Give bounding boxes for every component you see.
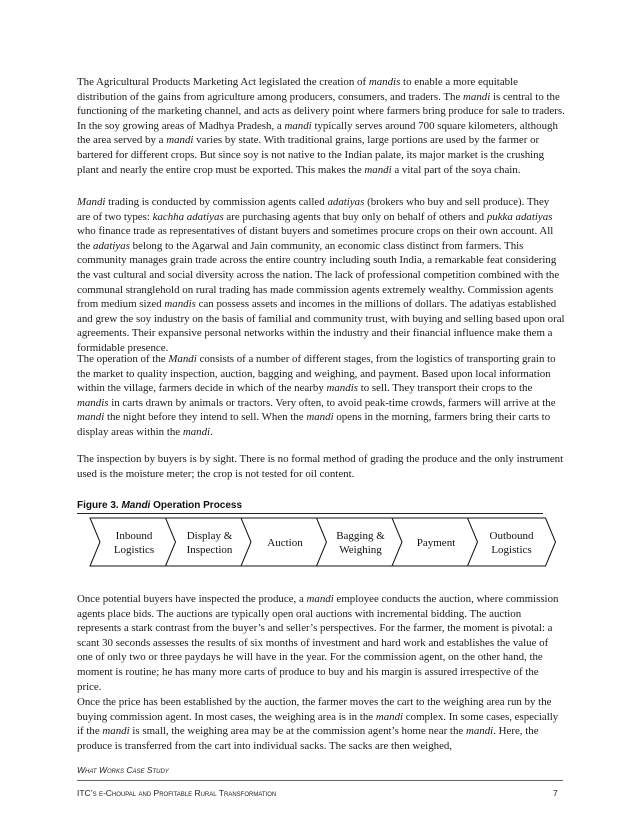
process-step-shape bbox=[166, 518, 254, 566]
process-step bbox=[317, 518, 405, 566]
process-step-label: Logistics bbox=[491, 544, 532, 556]
process-step-label: Display & bbox=[186, 530, 233, 542]
process-step-label: Outbound bbox=[489, 530, 534, 542]
process-step-label: Logistics bbox=[113, 544, 155, 556]
paragraph-inspection: The inspection by buyers is by sight. There is no formal method of grading the produce and the only instrument used is the moisture meter; the crop is not tested for oil content. bbox=[77, 453, 564, 480]
paragraph-mandi-operation: The operation of the Mandi consists of a number of different stages, from the logistics of transporting grain to the market to quality inspection, auction, bagging and weighing, and payment. Based upon local information within the village, farmers decide in which of the nearby mandis to sell. They transport their crops to the mandis in carts drawn by animals or tractors. Very often, to avoid peak-time crowds, farmers will arrive at the mandi the night before they intend to sell. When the mandi opens in the morning, farmers bring their carts to display areas within the mandi. bbox=[77, 353, 556, 438]
process-step-label: Auction bbox=[267, 537, 303, 549]
process-step bbox=[241, 518, 329, 566]
process-step bbox=[90, 518, 178, 566]
figure-caption-prefix: Figure 3. bbox=[77, 500, 122, 511]
process-step bbox=[468, 518, 556, 566]
footer-title: ITC’s e-Choupal and Profitable Rural Transformation bbox=[77, 788, 277, 798]
paragraph-weighing: Once the price has been established by the auction, the farmer moves the cart to the weighing area run by the buying commission agent. In most cases, the weighing area is in the mandi complex. In some cases, especially if the mandi is small, the weighing area may be at the commission agent’s home near the mandi. Here, the produce is transferred from the cart into individual sacks. The sacks are then weighed, bbox=[77, 696, 559, 752]
figure-caption-italic: Mandi bbox=[121, 500, 151, 511]
process-step-label: Bagging & bbox=[336, 530, 385, 542]
process-step-shape bbox=[317, 518, 405, 566]
process-step-shape bbox=[468, 518, 556, 566]
process-step bbox=[392, 518, 480, 566]
process-step-shape bbox=[90, 518, 178, 566]
process-step bbox=[166, 518, 254, 566]
process-step-label: Payment bbox=[416, 537, 456, 549]
page-number: 7 bbox=[553, 788, 558, 798]
footer-rule bbox=[77, 780, 563, 781]
process-step-label: Inbound bbox=[115, 530, 153, 542]
paragraph-marketing-act: The Agricultural Products Marketing Act legislated the creation of mandis to enable a more equitable distribution of the gains from agriculture among producers, consumers, and traders. The mandi is central to the functioning of the marketing channel, and acts as delivery point where farmers bring produce for sale to traders. In the soy growing areas of Madhya Pradesh, a mandi typically serves around 700 square kilometers, although the area served by a mandi varies by state. With traditional grains, large portions are used by the farmer or bartered for different crops. But since soy is not native to the Indian palate, its major market is the crushing plant and nearly the entire crop must be exported. This makes the mandi a vital part of the soya chain. bbox=[77, 76, 565, 176]
footer-series: What Works Case Study bbox=[77, 765, 169, 775]
paragraph-mandi-trading: Mandi trading is conducted by commission agents called adatiyas (brokers who buy and sell produce). They are of two types: kachha adatiyas are purchasing agents that buy only on behalf of others and pukka adatiyas who finance trade as representatives of distant buyers and sometimes procure crops on their own account. All the adatiyas belong to the Agarwal and Jain community, an economic class distinct from farmers. This community manages grain trade across the entire country including south India, a remarkable feat considering the vast cultural and social diversity across the nation. The lack of professional competition combined with the communal stranglehold on rural trading has made commission agents extremely wealthy. Commission agents from medium sized mandis can possess assets and incomes in the millions of dollars. The adatiyas established and grew the soy industry on the basis of familial and community trust, with buying and selling based upon oral agreements. Their expansive personal networks within the industry and their financial influence make them a formidable presence. bbox=[77, 196, 565, 354]
figure-caption-suffix: Operation Process bbox=[150, 500, 243, 511]
paragraph-auction: Once potential buyers have inspected the produce, a mandi employee conducts the auction, where commission agents place bids. The auctions are typically open oral auctions with incremental bidding. The auction represents a stark contrast from the buyer’s and seller’s perspectives. For the farmer, the moment is pivotal: a scant 30 seconds assesses the results of six months of investment and hard work and establishes the value of one of only two or three paydays he will have in the year. For the commission agent, on the other hand, the moment is routine; he has many more carts of produce to buy and his margin is assured irrespective of the price. bbox=[77, 593, 559, 693]
process-step-label: Inspection bbox=[186, 544, 233, 556]
process-step-label: Weighing bbox=[339, 544, 382, 556]
